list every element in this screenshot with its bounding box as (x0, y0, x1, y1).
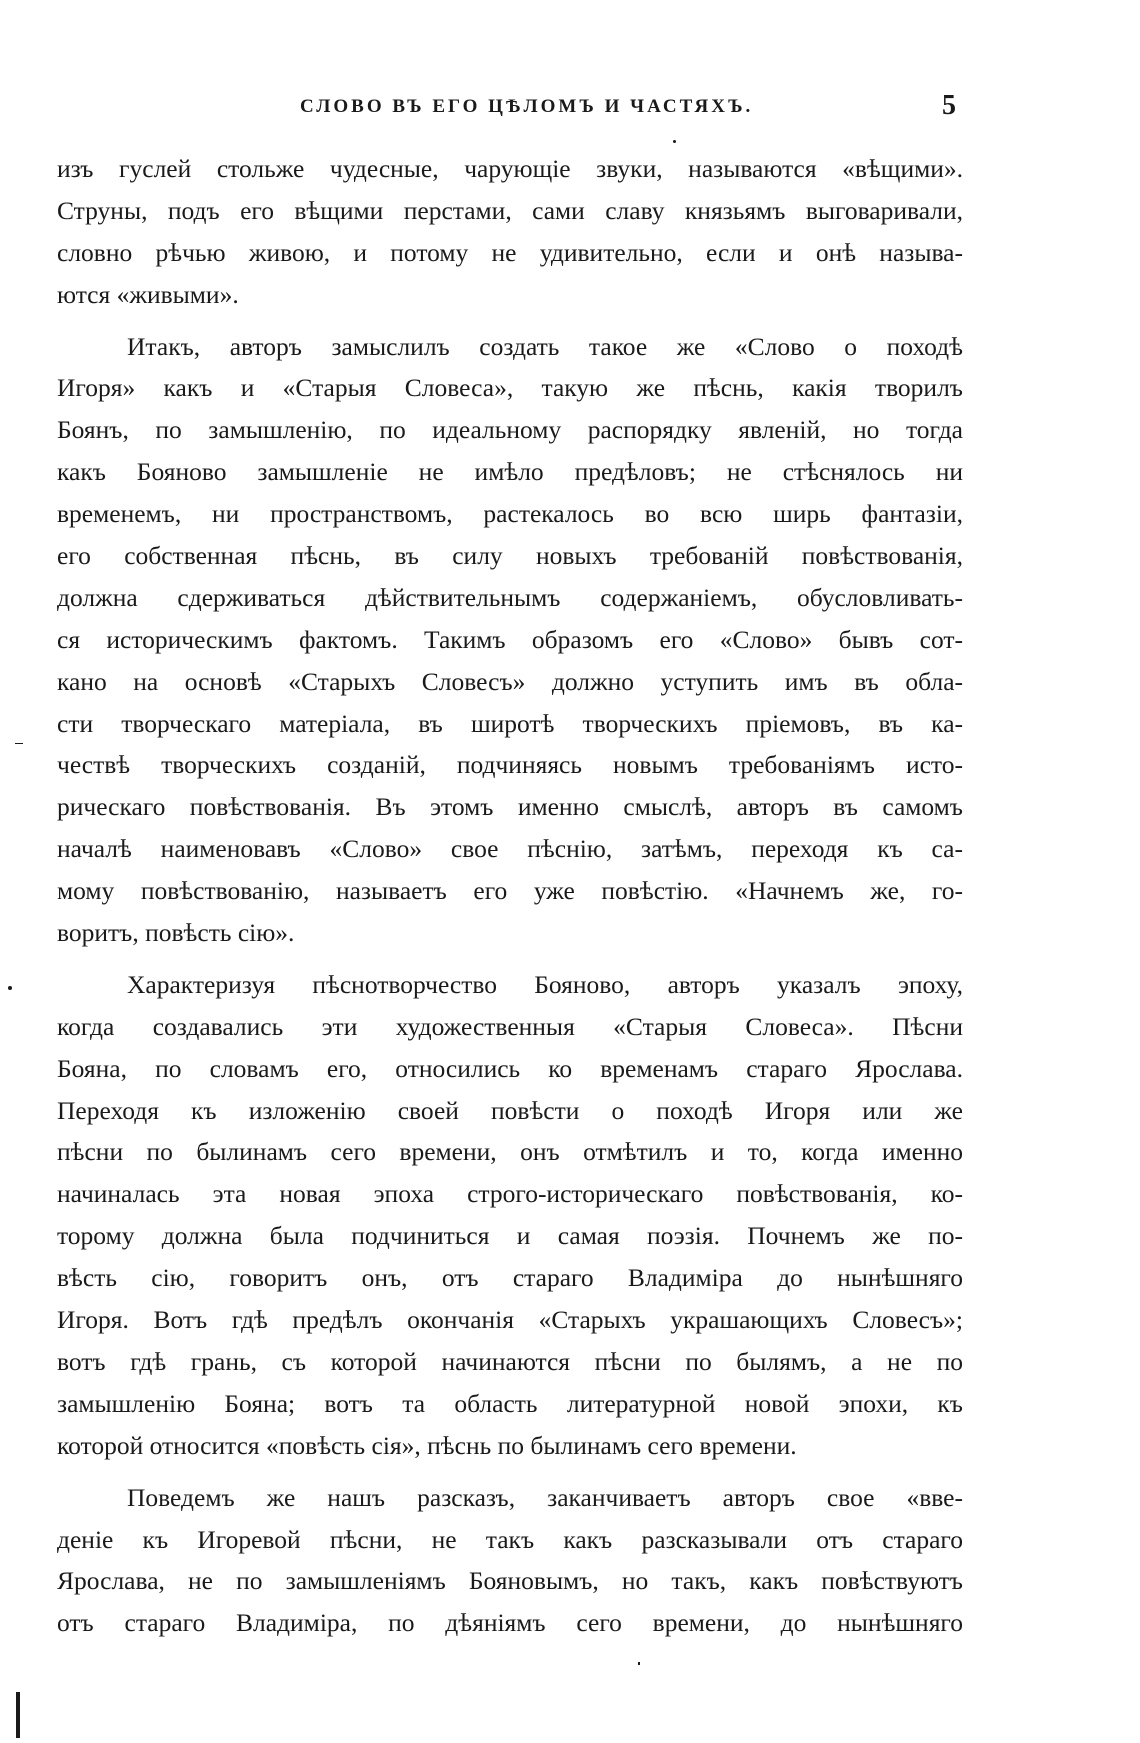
text-line: ся историческимъ фактомъ. Такимъ образомъ его «Слово» бывъ сот- (57, 624, 963, 654)
text-line: словно рѣчью живою, и потому не удивительно, если и онѣ называ- (57, 237, 963, 267)
paragraph (57, 326, 963, 954)
text-line: начиналась эта новая эпоха строго-историческаго повѣствованія, ко- (57, 1179, 963, 1209)
text-line: Боянъ, по замышленію, по идеальному распорядку явленій, но тогда (57, 415, 963, 445)
text-line: Игоря» какъ и «Старыя Словеса», такую же пѣснь, какія творилъ (57, 373, 963, 403)
text-line: Характеризуя пѣснотворчество Бояново, авторъ указалъ эпоху, (127, 969, 963, 999)
text-line: пѣсни по былинамъ сего времени, онъ отмѣтилъ и то, когда именно (57, 1137, 963, 1167)
text-line: вѣсть сію, говоритъ онъ, отъ стараго Владиміра до нынѣшняго (57, 1263, 963, 1293)
text-line: его собственная пѣснь, въ силу новыхъ требованій повѣствованія, (57, 541, 963, 571)
text-line: какъ Бояново замышленіе не имѣло предѣловъ; не стѣснялось ни (57, 457, 963, 487)
text-line: когда создавались эти художественныя «Старыя Словеса». Пѣсни (57, 1011, 963, 1041)
text-line: изъ гуслей стольже чудесные, чарующіе звуки, называются «вѣщими». (57, 154, 963, 183)
paragraph (57, 1477, 963, 1645)
running-title: СЛОВО ВЪ ЕГО ЦѢЛОМЪ И ЧАСТЯХЪ. (300, 96, 754, 117)
page-number: 5 (942, 90, 956, 121)
text-line: Ярослава, не по замышленіямъ Бояновымъ, но такъ, какъ повѣствуютъ (57, 1566, 963, 1596)
scan-speck (15, 743, 23, 744)
text-line: Бояна, по словамъ его, относились ко временамъ стараго Ярослава. (57, 1053, 963, 1083)
text-line: временемъ, ни пространствомъ, растекалось во всю ширь фантазіи, (57, 499, 963, 529)
text-line: которой относится «повѣсть сія», пѣснь по былинамъ сего времени. (57, 1430, 797, 1460)
body-text (57, 148, 963, 1644)
text-line: вотъ гдѣ грань, съ которой начинаются пѣсни по былямъ, а не по (57, 1346, 963, 1376)
text-line: ются «живыми». (57, 279, 239, 309)
paragraph (57, 148, 963, 316)
text-line: началѣ наименовавъ «Слово» свое пѣснію, затѣмъ, переходя къ са- (57, 834, 963, 864)
text-line: Итакъ, авторъ замыслилъ создать такое же «Слово о походѣ (127, 331, 963, 361)
text-line: Игоря. Вотъ гдѣ предѣлъ окончанія «Старыхъ украшающихъ Словесъ»; (57, 1305, 963, 1335)
scan-speck (8, 986, 12, 990)
text-line: сти творческаго матеріала, въ широтѣ творческихъ пріемовъ, въ ка- (57, 708, 963, 738)
paragraph (57, 964, 963, 1467)
text-line: Струны, подъ его вѣщими перстами, сами славу князьямъ выговаривали, (57, 195, 963, 225)
text-line: кано на основѣ «Старыхъ Словесъ» должно уступить имъ въ обла- (57, 666, 963, 696)
running-head (0, 90, 1140, 136)
scan-speck (638, 1662, 640, 1665)
text-line: отъ стараго Владиміра, по дѣяніямъ сего времени, до нынѣшняго (57, 1608, 963, 1638)
text-line: должна сдерживаться дѣйствительнымъ содержаніемъ, обусловливать- (57, 582, 963, 612)
text-line: Поведемъ же нашъ разсказъ, заканчиваетъ авторъ свое «вве- (127, 1482, 963, 1512)
text-line: замышленію Бояна; вотъ та область литературной новой эпохи, къ (57, 1388, 963, 1418)
scan-speck (673, 140, 676, 143)
scan-edge-line (16, 1692, 20, 1738)
text-line: мому повѣствованію, называетъ его уже повѣстію. «Начнемъ же, го- (57, 876, 963, 906)
text-line: рическаго повѣствованія. Въ этомъ именно смыслѣ, авторъ въ самомъ (57, 792, 963, 822)
text-line: Переходя къ изложенію своей повѣсти о походѣ Игоря или же (57, 1095, 963, 1125)
text-line: торому должна была подчиниться и самая поэзія. Почнемъ же по- (57, 1221, 963, 1251)
text-line: чествѣ творческихъ созданій, подчиняясь новымъ требованіямъ исто- (57, 750, 963, 780)
text-line: воритъ, повѣсть сію». (57, 918, 295, 948)
text-line: деніе къ Игоревой пѣсни, не такъ какъ разсказывали отъ стараго (57, 1524, 963, 1554)
